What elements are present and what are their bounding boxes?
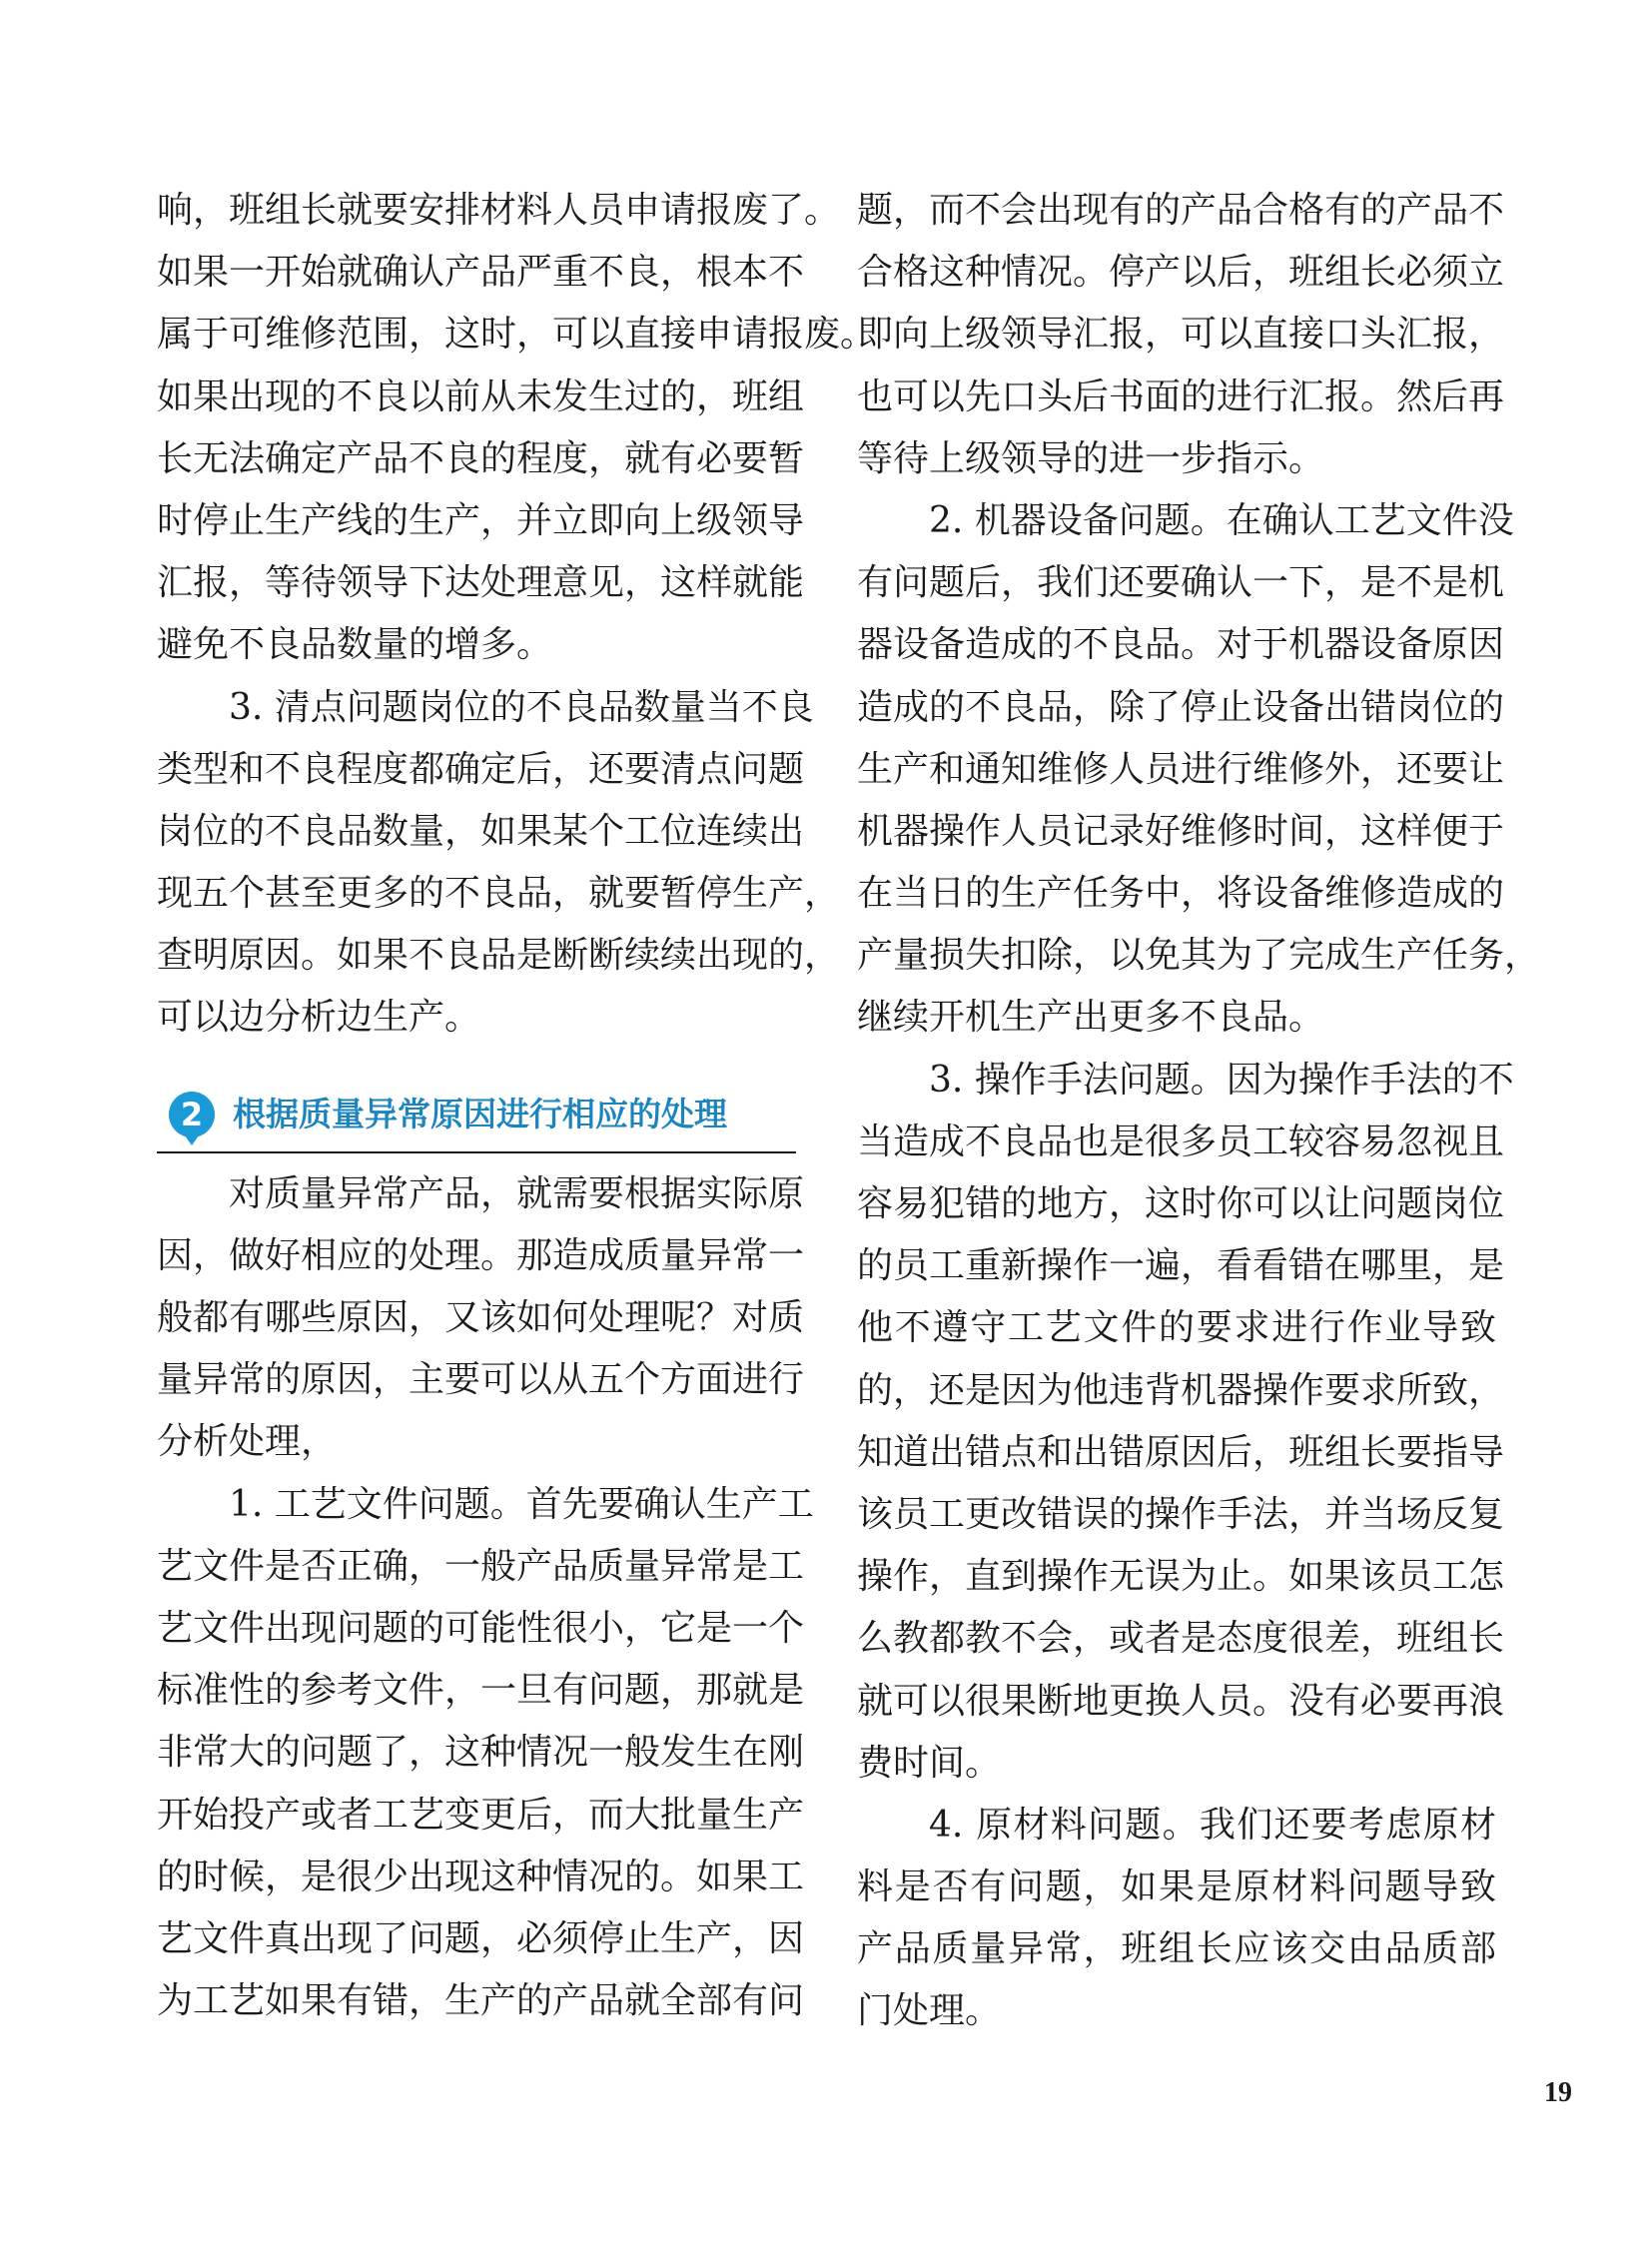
- text-line: 对质量异常产品，就需要根据实际原: [229, 1172, 805, 1214]
- paragraph: [157, 677, 841, 1050]
- text-line: 的，还是因为他违背机器操作要求所致，: [857, 1369, 1505, 1411]
- text-line: 他不遵守工艺文件的要求进行作业导致: [857, 1307, 1496, 1349]
- text-line: 开始投产或者工艺变更后，而大批量生产: [157, 1794, 805, 1836]
- left-column: [157, 180, 877, 2032]
- text-line: 即向上级领导汇报，可以直接口头汇报，: [857, 314, 1505, 356]
- text-line: 避免不良品数量的增多。: [157, 624, 553, 666]
- text-line: 因，做好相应的处理。那造成质量异常一: [157, 1234, 805, 1276]
- text-line: 器设备造成的不良品。对于机器设备原因: [857, 624, 1505, 666]
- text-line: 合格这种情况。停产以后，班组长必须立: [857, 252, 1505, 294]
- text-line: 如果出现的不良以前从未发生过的，班组: [157, 375, 805, 417]
- paragraph: [857, 1050, 1514, 1795]
- text-line: 料是否有问题，如果是原材料问题导致: [857, 1867, 1496, 1908]
- text-line: 知道出错点和出错原因后，班组长要指导: [857, 1431, 1505, 1473]
- text-line: 容易犯错的地方，这时你可以让问题岗位: [857, 1183, 1505, 1224]
- text-line: 查明原因。如果不良品是断断续续出现的，: [157, 935, 841, 977]
- text-line: 么教都教不会，或者是态度很差，班组长: [857, 1618, 1505, 1660]
- text-line: 类型和不良程度都确定后，还要清点问题: [157, 748, 805, 790]
- text-line: 费时间。: [857, 1742, 1002, 1784]
- text-line: 量异常的原因，主要可以从五个方面进行: [157, 1359, 805, 1401]
- text-line: 造成的不良品，除了停止设备出错岗位的: [857, 686, 1505, 728]
- paragraph: [857, 1795, 1496, 2043]
- section-title: 根据质量异常原因进行相应的处理: [233, 1094, 727, 1133]
- text-line: 有问题后，我们还要确认一下，是不是机: [857, 562, 1505, 604]
- text-line: 继续开机生产出更多不良品。: [857, 997, 1325, 1039]
- text-line: 该员工更改错误的操作手法，并当场反复: [857, 1493, 1505, 1535]
- text-line: 长无法确定产品不良的程度，就有必要暂: [157, 437, 805, 479]
- text-line: 等待上级领导的进一步指示。: [857, 437, 1325, 479]
- text-line: 艺文件出现问题的可能性很小，它是一个: [157, 1607, 805, 1649]
- text-line: 可以边分析边生产。: [157, 997, 481, 1039]
- text-line: 现五个甚至更多的不良品，就要暂停生产，: [157, 873, 841, 915]
- page-number: 19: [1544, 2077, 1572, 2108]
- right-column: [857, 180, 1541, 2043]
- text-line: 就可以很果断地更换人员。没有必要再浪: [857, 1680, 1505, 1722]
- text-line: 题，而不会出现有的产品合格有的产品不: [857, 190, 1505, 231]
- text-line: 艺文件是否正确，一般产品质量异常是工: [157, 1545, 805, 1587]
- text-line: 时停止生产线的生产，并立即向上级领导: [157, 499, 805, 541]
- text-line: 如果一开始就确认产品严重不良，根本不: [157, 252, 805, 294]
- text-line: 1. 工艺文件问题。首先要确认生产工: [229, 1483, 814, 1525]
- paragraph: [157, 180, 877, 677]
- text-line: 4. 原材料问题。我们还要考虑原材: [929, 1804, 1496, 1846]
- text-line: 门处理。: [857, 1990, 1002, 2032]
- text-line: 汇报，等待领导下达处理意见，这样就能: [157, 562, 805, 604]
- text-line: 非常大的问题了，这种情况一般发生在刚: [157, 1732, 805, 1774]
- text-line: 属于可维修范围，这时，可以直接申请报废。: [157, 314, 877, 356]
- text-line: 当造成不良品也是很多员工较容易忽视且: [857, 1121, 1505, 1162]
- text-line: 产品质量异常，班组长应该交由品质部: [857, 1928, 1496, 1970]
- text-line: 的时候，是很少出现这种情况的。如果工: [157, 1856, 805, 1897]
- text-line: 的员工重新操作一遍，看看错在哪里，是: [857, 1245, 1505, 1287]
- text-line: 也可以先口头后书面的进行汇报。然后再: [857, 375, 1505, 417]
- section-number-badge: 2: [169, 1092, 215, 1137]
- text-line: 响，班组长就要安排材料人员申请报废了。: [157, 190, 841, 231]
- text-line: 机器操作人员记录好维修时间，这样便于: [857, 810, 1505, 852]
- text-line: 2. 机器设备问题。在确认工艺文件没: [929, 499, 1514, 541]
- text-line: 般都有哪些原因，又该如何处理呢？对质: [157, 1297, 805, 1338]
- section-heading: [157, 1086, 796, 1153]
- text-line: 3. 操作手法问题。因为操作手法的不: [929, 1059, 1514, 1101]
- paragraph: [857, 490, 1541, 1050]
- text-line: 艺文件真出现了问题，必须停止生产，因: [157, 1917, 805, 1959]
- text-line: 产量损失扣除，以免其为了完成生产任务，: [857, 935, 1541, 977]
- text-line: 在当日的生产任务中，将设备维修造成的: [857, 873, 1505, 915]
- text-line: 生产和通知维修人员进行维修外，还要让: [857, 748, 1505, 790]
- text-line: 3. 清点问题岗位的不良品数量当不良: [229, 686, 814, 728]
- text-line: 岗位的不良品数量，如果某个工位连续出: [157, 810, 805, 852]
- text-line: 分析处理，: [157, 1421, 338, 1463]
- paragraph: [157, 1163, 805, 1474]
- text-line: 为工艺如果有错，生产的产品就全部有问: [157, 1980, 805, 2022]
- text-line: 标准性的参考文件，一旦有问题，那就是: [157, 1670, 805, 1712]
- paragraph: [857, 180, 1505, 490]
- text-line: 操作，直到操作无误为止。如果该员工怎: [857, 1556, 1505, 1598]
- paragraph: [157, 1474, 814, 2033]
